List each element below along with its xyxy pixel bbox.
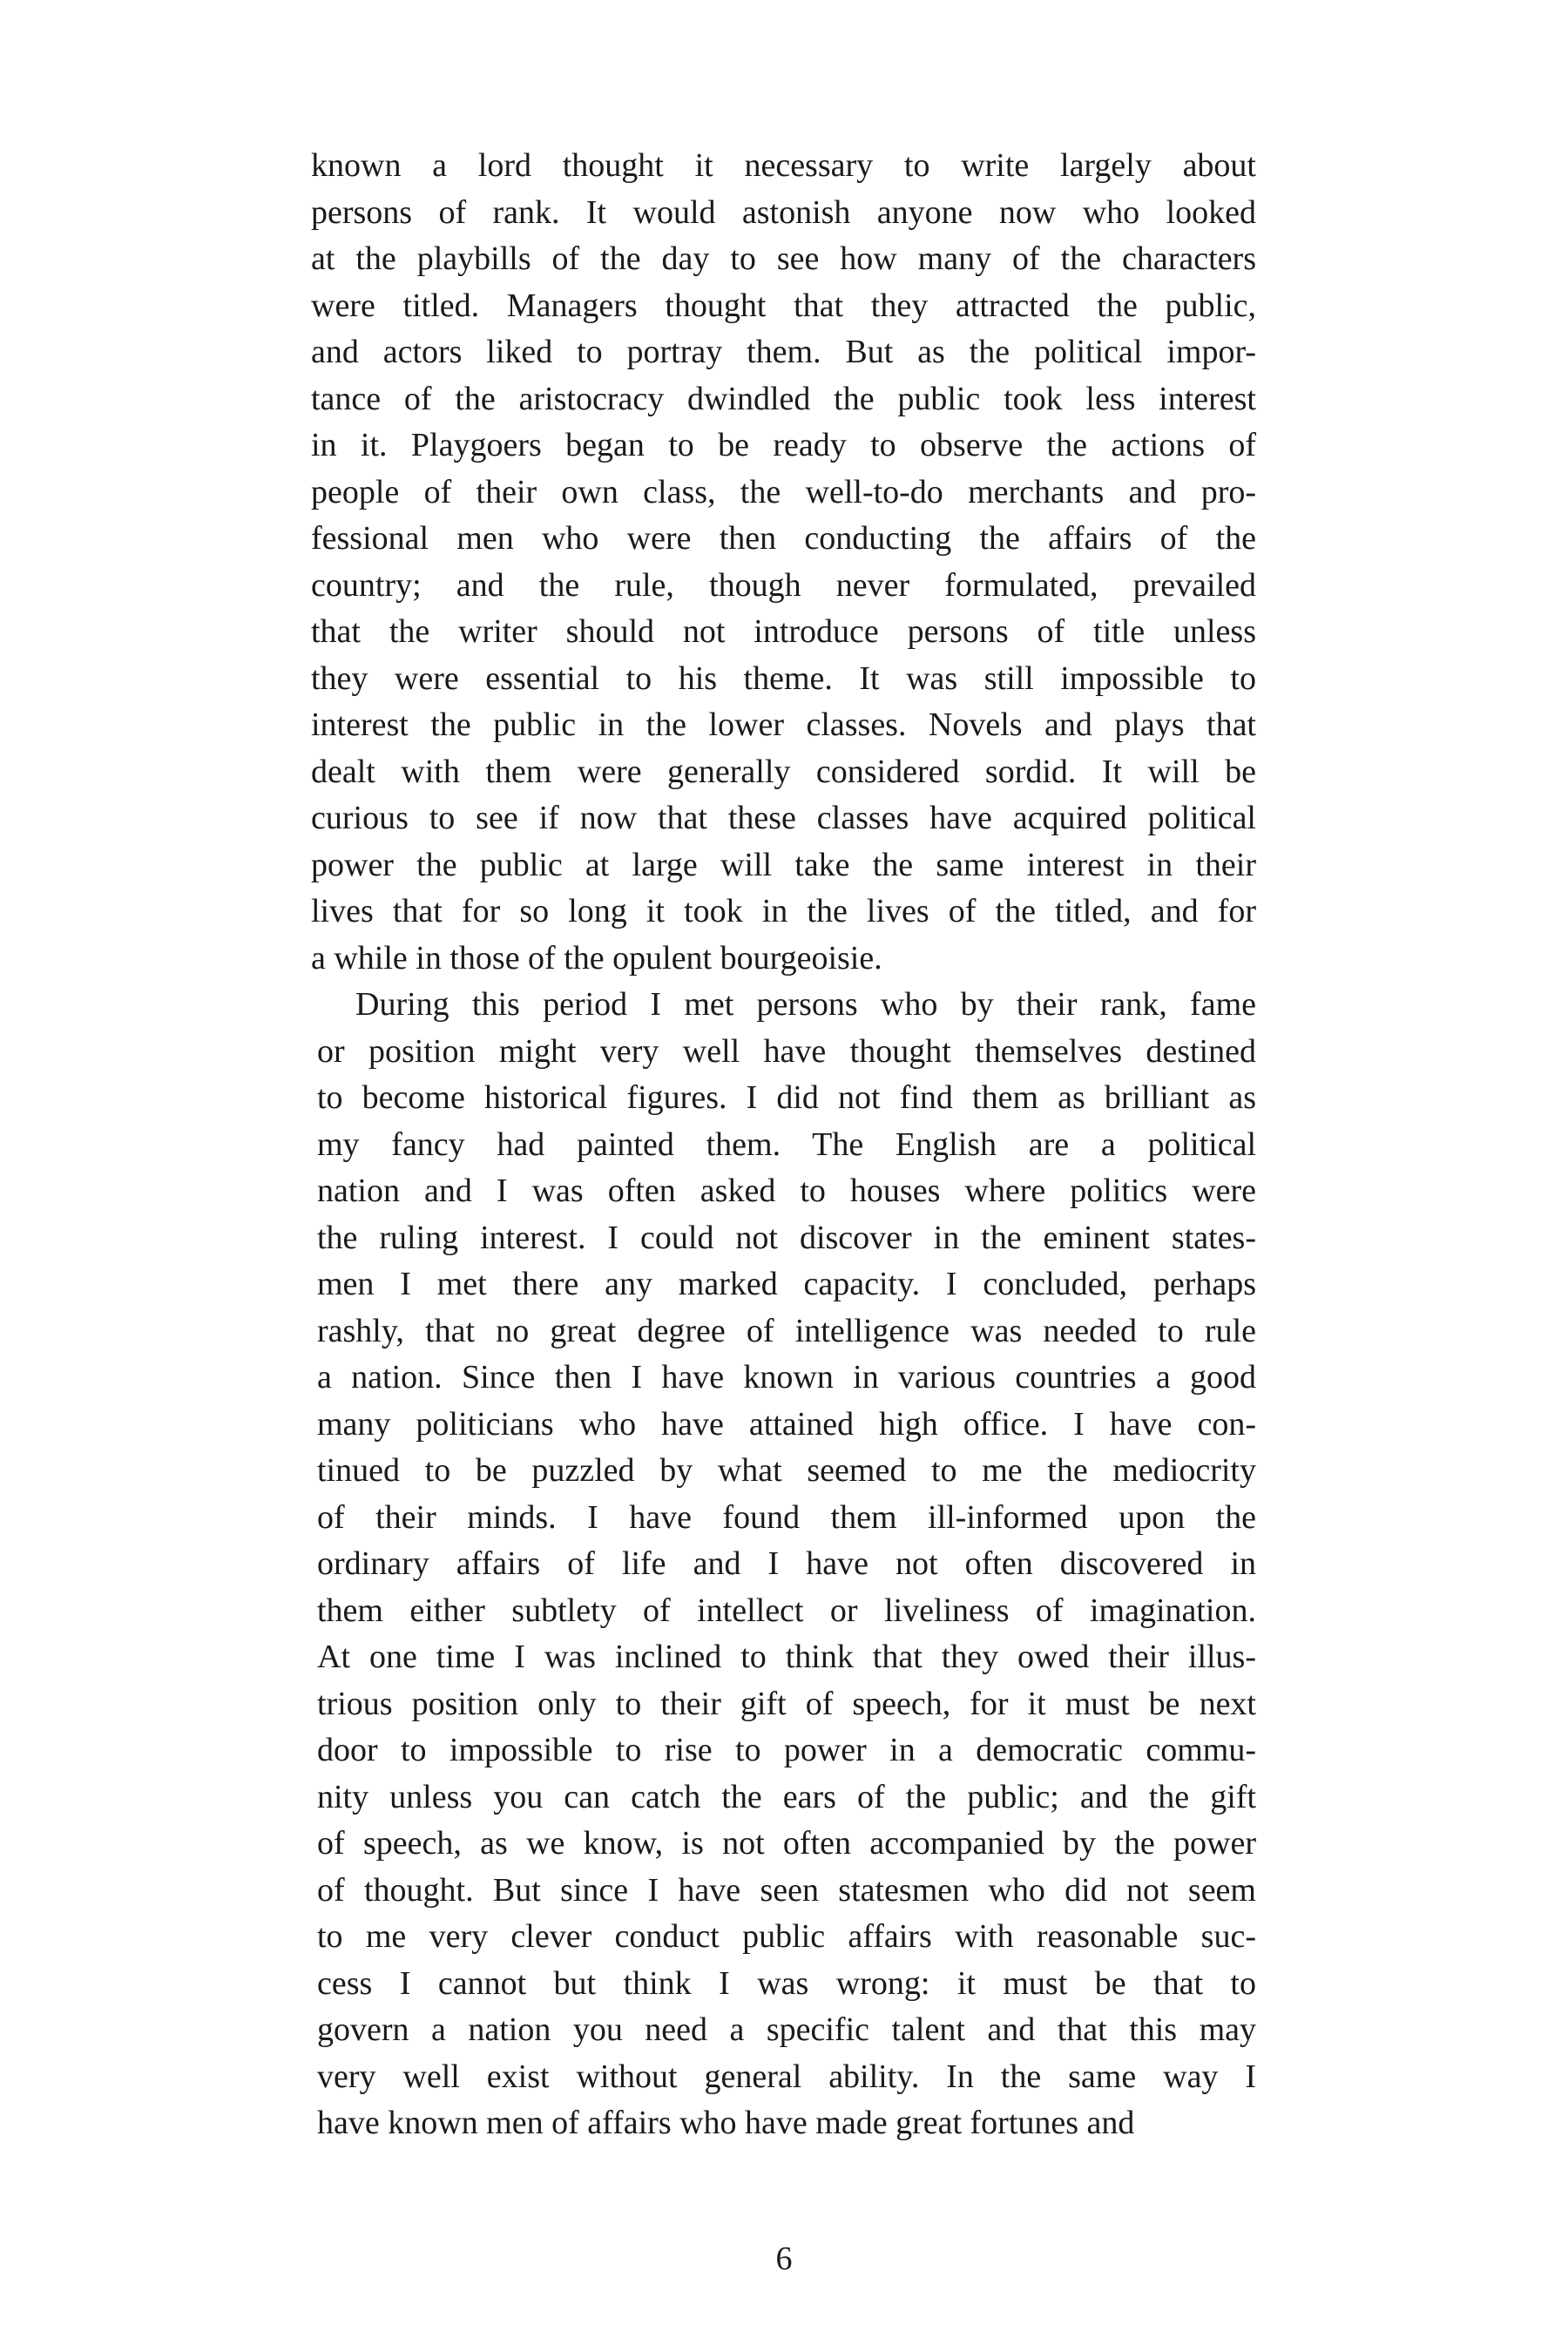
paragraph [311, 143, 1256, 982]
text-line: lives that for so long it took in the lives of the titled, and for [311, 893, 1256, 929]
text-line: known a lord thought it necessary to write largely about [311, 147, 1256, 184]
text-line: to me very clever conduct public affairs with reasonable suc- [317, 1918, 1256, 1955]
text-line: in it. Playgoers began to be ready to observe the actions of [311, 427, 1256, 463]
text-line: men I met there any marked capacity. I concluded, perhaps [317, 1266, 1256, 1302]
text-line: were titled. Managers thought that they attracted the public, [311, 287, 1256, 324]
text-line: at the playbills of the day to see how many of the characters [311, 240, 1256, 277]
page-number: 6 [775, 2240, 793, 2277]
text-line: fessional men who were then conducting the affairs of the [311, 520, 1256, 557]
text-line: that the writer should not introduce persons of title unless [311, 613, 1256, 650]
text-line: a nation. Since then I have known in various countries a good [317, 1359, 1256, 1396]
body-text [311, 143, 1256, 2147]
text-line: cess I cannot but think I was wrong: it must be that to [317, 1964, 1256, 2002]
text-line: power the public at large will take the same interest in their [311, 846, 1256, 883]
text-line: ordinary affairs of life and I have not often discovered in [317, 1545, 1256, 1582]
text-line: the ruling interest. I could not discover in the eminent states- [317, 1219, 1256, 1256]
text-line: govern a nation you need a specific talent and that this may [317, 2011, 1256, 2048]
text-line: At one time I was inclined to think that they owed their illus- [317, 1639, 1256, 1675]
text-line: many politicians who have attained high office. I have con- [317, 1405, 1256, 1443]
text-line: door to impossible to rise to power in a democratic commu- [317, 1732, 1256, 1768]
text-line: them either subtlety of intellect or liveliness of imagination. [317, 1592, 1256, 1629]
text-line: of their minds. I have found them ill-informed upon the [317, 1498, 1256, 1536]
text-line: of thought. But since I have seen statesmen who did not seem [317, 1871, 1256, 1909]
text-line: country; and the rule, though never formulated, prevailed [311, 566, 1256, 604]
text-line: people of their own class, the well-to-do merchants and pro- [311, 473, 1256, 510]
text-line: interest the public in the lower classes. Novels and plays that [311, 706, 1256, 743]
text-line: a while in those of the opulent bourgeoisie. [311, 939, 882, 977]
text-line: curious to see if now that these classes have acquired political [311, 800, 1256, 836]
text-line: very well exist without general ability. In the same way I [317, 2058, 1256, 2095]
text-line: nation and I was often asked to houses where politics were [317, 1173, 1256, 1209]
text-line: nity unless you can catch the ears of the public; and the gift [317, 1778, 1256, 1815]
text-line: my fancy had painted them. The English are a political [317, 1125, 1256, 1163]
text-line: tinued to be puzzled by what seemed to me the mediocrity [317, 1452, 1256, 1489]
text-line: to become historical figures. I did not find them as brilliant as [317, 1079, 1256, 1116]
paragraph [311, 982, 1256, 2147]
text-line: have known men of affairs who have made great fortunes and [317, 2105, 1135, 2141]
text-line: rashly, that no great degree of intelligence was needed to rule [317, 1312, 1256, 1349]
text-line: of speech, as we know, is not often accompanied by the power [317, 1825, 1256, 1862]
text-line: During this period I met persons who by their rank, fame [355, 986, 1256, 1023]
text-line: tance of the aristocracy dwindled the public took less interest [311, 380, 1256, 417]
text-line: trious position only to their gift of speech, for it must be next [317, 1685, 1256, 1722]
text-line: they were essential to his theme. It was still impossible to [311, 659, 1256, 697]
text-line: dealt with them were generally considered sordid. It will be [311, 753, 1256, 790]
text-line: and actors liked to portray them. But as the political impor- [311, 334, 1256, 370]
text-line: persons of rank. It would astonish anyone now who looked [311, 193, 1256, 231]
text-line: or position might very well have thought themselves destined [317, 1032, 1256, 1070]
